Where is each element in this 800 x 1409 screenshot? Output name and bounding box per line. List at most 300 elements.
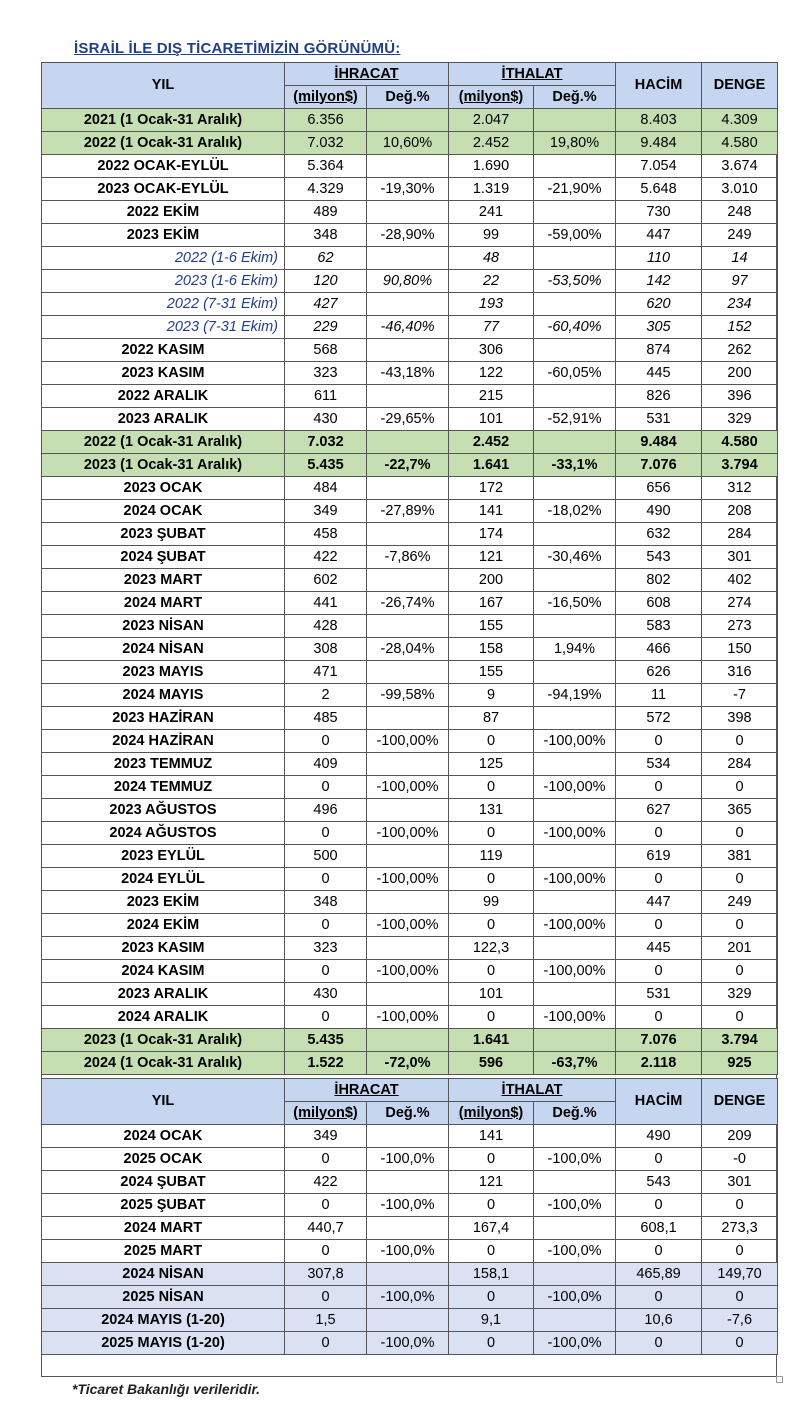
- ithalat-value: 121: [449, 546, 534, 569]
- ithalat-change: -21,90%: [534, 178, 616, 201]
- hacim-value: 0: [616, 1286, 702, 1309]
- ihracat-change: -22,7%: [367, 454, 449, 477]
- ithalat-change: [534, 1171, 616, 1194]
- table-row: [42, 293, 778, 316]
- denge-value: 925: [702, 1052, 778, 1075]
- ithalat-change: -100,0%: [534, 1332, 616, 1355]
- denge-value: 329: [702, 983, 778, 1006]
- ithalat-value: 22: [449, 270, 534, 293]
- ithalat-value: 0: [449, 822, 534, 845]
- ihracat-change: -27,89%: [367, 500, 449, 523]
- ithalat-value: 101: [449, 983, 534, 1006]
- denge-value: 301: [702, 1171, 778, 1194]
- ithalat-value: 2.452: [449, 132, 534, 155]
- hacim-value: 874: [616, 339, 702, 362]
- ihracat-change: [367, 661, 449, 684]
- denge-value: 14: [702, 247, 778, 270]
- ihracat-value: 349: [285, 500, 367, 523]
- ihracat-change: [367, 1217, 449, 1240]
- ihracat-change: -28,90%: [367, 224, 449, 247]
- table-row: [42, 776, 778, 799]
- ihracat-change: [367, 1125, 449, 1148]
- hacim-value: 0: [616, 822, 702, 845]
- ithalat-value: 596: [449, 1052, 534, 1075]
- row-label: 2023 MART: [42, 569, 285, 592]
- ithalat-change: [534, 477, 616, 500]
- ihracat-value: 0: [285, 1194, 367, 1217]
- ithalat-value: 87: [449, 707, 534, 730]
- denge-value: 284: [702, 753, 778, 776]
- ithalat-change: [534, 799, 616, 822]
- ihracat-value: 0: [285, 1148, 367, 1171]
- ihracat-change: -100,00%: [367, 960, 449, 983]
- hacim-value: 0: [616, 868, 702, 891]
- ithalat-value: 0: [449, 1240, 534, 1263]
- header2-yil: YIL: [42, 1079, 285, 1125]
- ihracat-value: 0: [285, 868, 367, 891]
- ihracat-change: [367, 1263, 449, 1286]
- table-row: [42, 684, 778, 707]
- ithalat-value: 99: [449, 891, 534, 914]
- table-row: [42, 845, 778, 868]
- ihracat-change: -29,65%: [367, 408, 449, 431]
- hacim-value: 802: [616, 569, 702, 592]
- hacim-value: 447: [616, 224, 702, 247]
- trade-table-1: [41, 62, 778, 1075]
- denge-value: 0: [702, 914, 778, 937]
- row-label: 2023 HAZİRAN: [42, 707, 285, 730]
- ithalat-change: -100,00%: [534, 960, 616, 983]
- row-label: 2022 EKİM: [42, 201, 285, 224]
- ihracat-value: 440,7: [285, 1217, 367, 1240]
- ithalat-change: [534, 753, 616, 776]
- table-row: [42, 1029, 778, 1052]
- denge-value: 201: [702, 937, 778, 960]
- row-label: 2024 MAYIS: [42, 684, 285, 707]
- hacim-value: 445: [616, 362, 702, 385]
- ithalat-change: [534, 1029, 616, 1052]
- ihracat-change: -100,00%: [367, 730, 449, 753]
- ithalat-value: 77: [449, 316, 534, 339]
- denge-value: 4.580: [702, 132, 778, 155]
- ihracat-value: 485: [285, 707, 367, 730]
- ithalat-value: 1.641: [449, 1029, 534, 1052]
- row-label: 2023 OCAK: [42, 477, 285, 500]
- ihracat-value: 5.435: [285, 1029, 367, 1052]
- denge-value: 3.794: [702, 454, 778, 477]
- ihracat-value: 307,8: [285, 1263, 367, 1286]
- row-label: 2023 EKİM: [42, 224, 285, 247]
- ihracat-value: 1,5: [285, 1309, 367, 1332]
- denge-value: 274: [702, 592, 778, 615]
- ihracat-change: [367, 753, 449, 776]
- denge-value: 152: [702, 316, 778, 339]
- hacim-value: 2.118: [616, 1052, 702, 1075]
- ihracat-change: [367, 431, 449, 454]
- hacim-value: 0: [616, 1194, 702, 1217]
- ihracat-value: 4.329: [285, 178, 367, 201]
- ithalat-value: 0: [449, 1148, 534, 1171]
- ihracat-value: 6.356: [285, 109, 367, 132]
- header-ithalat-deg: Değ.%: [534, 86, 616, 109]
- ithalat-change: -100,00%: [534, 1006, 616, 1029]
- row-label: 2023 (1 Ocak-31 Aralık): [42, 1029, 285, 1052]
- ithalat-value: 174: [449, 523, 534, 546]
- denge-value: 329: [702, 408, 778, 431]
- ithalat-value: 155: [449, 615, 534, 638]
- hacim-value: 656: [616, 477, 702, 500]
- ithalat-change: [534, 339, 616, 362]
- ihracat-change: [367, 845, 449, 868]
- ihracat-value: 602: [285, 569, 367, 592]
- row-label: 2023 KASIM: [42, 937, 285, 960]
- hacim-value: 608,1: [616, 1217, 702, 1240]
- header2-hacim: HACİM: [616, 1079, 702, 1125]
- denge-value: 234: [702, 293, 778, 316]
- ithalat-change: -100,0%: [534, 1240, 616, 1263]
- table-row: [42, 431, 778, 454]
- ithalat-value: 0: [449, 868, 534, 891]
- ihracat-change: -26,74%: [367, 592, 449, 615]
- ithalat-change: -53,50%: [534, 270, 616, 293]
- hacim-value: 583: [616, 615, 702, 638]
- ithalat-change: [534, 845, 616, 868]
- header2-ithalat-deg: Değ.%: [534, 1102, 616, 1125]
- row-label: 2022 OCAK-EYLÜL: [42, 155, 285, 178]
- hacim-value: 0: [616, 1148, 702, 1171]
- ihracat-change: -43,18%: [367, 362, 449, 385]
- denge-value: 398: [702, 707, 778, 730]
- hacim-value: 534: [616, 753, 702, 776]
- ihracat-value: 348: [285, 224, 367, 247]
- denge-value: 200: [702, 362, 778, 385]
- ithalat-value: 0: [449, 730, 534, 753]
- ithalat-value: 1.641: [449, 454, 534, 477]
- hacim-value: 110: [616, 247, 702, 270]
- ithalat-value: 119: [449, 845, 534, 868]
- denge-value: 0: [702, 730, 778, 753]
- ithalat-value: 158,1: [449, 1263, 534, 1286]
- ihracat-value: 0: [285, 776, 367, 799]
- row-label: 2024 NİSAN: [42, 638, 285, 661]
- ihracat-value: 496: [285, 799, 367, 822]
- ithalat-value: 172: [449, 477, 534, 500]
- hacim-value: 0: [616, 730, 702, 753]
- denge-value: 0: [702, 822, 778, 845]
- table-row: [42, 960, 778, 983]
- hacim-value: 0: [616, 1006, 702, 1029]
- hacim-value: 0: [616, 776, 702, 799]
- row-label: 2025 OCAK: [42, 1148, 285, 1171]
- ihracat-change: [367, 937, 449, 960]
- denge-value: 3.674: [702, 155, 778, 178]
- table-row: [42, 109, 778, 132]
- ihracat-value: 0: [285, 730, 367, 753]
- ihracat-value: 2: [285, 684, 367, 707]
- ihracat-value: 484: [285, 477, 367, 500]
- hacim-value: 9.484: [616, 132, 702, 155]
- table-row: [42, 1006, 778, 1029]
- hacim-value: 445: [616, 937, 702, 960]
- row-label: 2023 (7-31 Ekim): [42, 316, 285, 339]
- ihracat-change: -100,0%: [367, 1148, 449, 1171]
- hacim-value: 10,6: [616, 1309, 702, 1332]
- denge-value: 208: [702, 500, 778, 523]
- table-row: [42, 592, 778, 615]
- ithalat-change: 1,94%: [534, 638, 616, 661]
- row-label: 2022 (1-6 Ekim): [42, 247, 285, 270]
- denge-value: 273: [702, 615, 778, 638]
- table-row: [42, 937, 778, 960]
- ihracat-value: 308: [285, 638, 367, 661]
- ithalat-value: 125: [449, 753, 534, 776]
- ihracat-change: -100,00%: [367, 1006, 449, 1029]
- ithalat-value: 0: [449, 776, 534, 799]
- hacim-value: 531: [616, 408, 702, 431]
- ihracat-change: [367, 523, 449, 546]
- ithalat-change: [534, 523, 616, 546]
- ithalat-change: -100,00%: [534, 776, 616, 799]
- ihracat-value: 7.032: [285, 132, 367, 155]
- ihracat-value: 348: [285, 891, 367, 914]
- ithalat-change: [534, 661, 616, 684]
- hacim-value: 730: [616, 201, 702, 224]
- ithalat-value: 141: [449, 500, 534, 523]
- denge-value: 3.010: [702, 178, 778, 201]
- denge-value: 248: [702, 201, 778, 224]
- ihracat-value: 229: [285, 316, 367, 339]
- row-label: 2023 ARALIK: [42, 408, 285, 431]
- table-row: [42, 753, 778, 776]
- denge-value: 0: [702, 960, 778, 983]
- page-title: İSRAİL İLE DIŞ TİCARETİMİZİN GÖRÜNÜMÜ:: [74, 40, 401, 57]
- denge-value: 316: [702, 661, 778, 684]
- ihracat-change: [367, 799, 449, 822]
- ithalat-value: 0: [449, 1006, 534, 1029]
- ithalat-change: [534, 293, 616, 316]
- hacim-value: 608: [616, 592, 702, 615]
- row-label: 2023 ARALIK: [42, 983, 285, 1006]
- ithalat-value: 122,3: [449, 937, 534, 960]
- hacim-value: 447: [616, 891, 702, 914]
- ihracat-change: [367, 339, 449, 362]
- ihracat-value: 430: [285, 408, 367, 431]
- ithalat-change: -18,02%: [534, 500, 616, 523]
- ithalat-change: -100,0%: [534, 1286, 616, 1309]
- ithalat-value: 131: [449, 799, 534, 822]
- ithalat-change: [534, 201, 616, 224]
- row-label: 2024 ARALIK: [42, 1006, 285, 1029]
- row-label: 2023 TEMMUZ: [42, 753, 285, 776]
- hacim-value: 0: [616, 1332, 702, 1355]
- hacim-value: 7.054: [616, 155, 702, 178]
- ithalat-value: 9,1: [449, 1309, 534, 1332]
- ithalat-value: 0: [449, 1194, 534, 1217]
- row-label: 2025 ŞUBAT: [42, 1194, 285, 1217]
- row-label: 2023 AĞUSTOS: [42, 799, 285, 822]
- ithalat-change: -100,0%: [534, 1194, 616, 1217]
- hacim-value: 305: [616, 316, 702, 339]
- ihracat-change: [367, 1171, 449, 1194]
- row-label: 2024 MART: [42, 1217, 285, 1240]
- ithalat-value: 0: [449, 1332, 534, 1355]
- row-label: 2024 MAYIS (1-20): [42, 1309, 285, 1332]
- ihracat-change: -99,58%: [367, 684, 449, 707]
- denge-value: 0: [702, 1286, 778, 1309]
- row-label: 2023 OCAK-EYLÜL: [42, 178, 285, 201]
- ithalat-change: [534, 431, 616, 454]
- table-row: [42, 201, 778, 224]
- ihracat-value: 422: [285, 1171, 367, 1194]
- header-yil: YIL: [42, 63, 285, 109]
- table-row: [42, 385, 778, 408]
- ihracat-change: -100,00%: [367, 868, 449, 891]
- hacim-value: 543: [616, 546, 702, 569]
- header2-denge: DENGE: [702, 1079, 778, 1125]
- ihracat-change: [367, 247, 449, 270]
- hacim-value: 619: [616, 845, 702, 868]
- header2-ithalat: İTHALAT: [449, 1079, 616, 1102]
- table-row: [42, 408, 778, 431]
- trade-table-2: [41, 1078, 778, 1355]
- row-label: 2024 OCAK: [42, 1125, 285, 1148]
- denge-value: 312: [702, 477, 778, 500]
- ihracat-value: 5.364: [285, 155, 367, 178]
- ithalat-value: 99: [449, 224, 534, 247]
- table-1-body: [42, 109, 778, 1075]
- denge-value: 381: [702, 845, 778, 868]
- table-row: [42, 1286, 778, 1309]
- denge-value: 97: [702, 270, 778, 293]
- ihracat-change: -19,30%: [367, 178, 449, 201]
- ithalat-value: 158: [449, 638, 534, 661]
- table-row: [42, 247, 778, 270]
- ihracat-change: 90,80%: [367, 270, 449, 293]
- ihracat-value: 323: [285, 362, 367, 385]
- ithalat-change: [534, 569, 616, 592]
- header-ihracat-milyon: (milyon$): [285, 86, 367, 109]
- ihracat-value: 611: [285, 385, 367, 408]
- table-row: [42, 339, 778, 362]
- ithalat-value: 122: [449, 362, 534, 385]
- row-label: 2022 (7-31 Ekim): [42, 293, 285, 316]
- header2-ihracat-milyon: (milyon$): [285, 1102, 367, 1125]
- ihracat-change: [367, 569, 449, 592]
- ithalat-change: -30,46%: [534, 546, 616, 569]
- ihracat-change: -100,00%: [367, 914, 449, 937]
- hacim-value: 626: [616, 661, 702, 684]
- ihracat-value: 500: [285, 845, 367, 868]
- ihracat-value: 471: [285, 661, 367, 684]
- ithalat-change: 19,80%: [534, 132, 616, 155]
- ihracat-value: 323: [285, 937, 367, 960]
- denge-value: 273,3: [702, 1217, 778, 1240]
- row-label: 2022 (1 Ocak-31 Aralık): [42, 132, 285, 155]
- ihracat-change: -7,86%: [367, 546, 449, 569]
- row-label: 2025 MAYIS (1-20): [42, 1332, 285, 1355]
- row-label: 2024 EYLÜL: [42, 868, 285, 891]
- hacim-value: 572: [616, 707, 702, 730]
- table-row: [42, 569, 778, 592]
- header-ihracat-deg: Değ.%: [367, 86, 449, 109]
- denge-value: 301: [702, 546, 778, 569]
- ithalat-value: 167,4: [449, 1217, 534, 1240]
- row-label: 2023 NİSAN: [42, 615, 285, 638]
- ithalat-value: 193: [449, 293, 534, 316]
- table-row: [42, 1125, 778, 1148]
- resize-handle: [776, 1376, 783, 1383]
- hacim-value: 465,89: [616, 1263, 702, 1286]
- ihracat-value: 0: [285, 1286, 367, 1309]
- denge-value: 0: [702, 776, 778, 799]
- table-row: [42, 868, 778, 891]
- ihracat-value: 120: [285, 270, 367, 293]
- table-row: [42, 983, 778, 1006]
- hacim-value: 543: [616, 1171, 702, 1194]
- ihracat-value: 62: [285, 247, 367, 270]
- hacim-value: 0: [616, 914, 702, 937]
- ihracat-value: 427: [285, 293, 367, 316]
- header-denge: DENGE: [702, 63, 778, 109]
- table-row: [42, 178, 778, 201]
- ithalat-change: [534, 1217, 616, 1240]
- denge-value: 365: [702, 799, 778, 822]
- ithalat-value: 1.319: [449, 178, 534, 201]
- ihracat-value: 0: [285, 1240, 367, 1263]
- hacim-value: 5.648: [616, 178, 702, 201]
- ithalat-value: 141: [449, 1125, 534, 1148]
- hacim-value: 7.076: [616, 1029, 702, 1052]
- ithalat-change: -52,91%: [534, 408, 616, 431]
- ithalat-value: 0: [449, 1286, 534, 1309]
- hacim-value: 0: [616, 1240, 702, 1263]
- ithalat-value: 48: [449, 247, 534, 270]
- row-label: 2023 KASIM: [42, 362, 285, 385]
- ihracat-change: [367, 615, 449, 638]
- denge-value: 150: [702, 638, 778, 661]
- table-2-body: [42, 1125, 778, 1355]
- ithalat-change: -100,00%: [534, 868, 616, 891]
- ithalat-change: -16,50%: [534, 592, 616, 615]
- denge-value: 402: [702, 569, 778, 592]
- table-row: [42, 914, 778, 937]
- row-label: 2024 OCAK: [42, 500, 285, 523]
- denge-value: 0: [702, 1194, 778, 1217]
- denge-value: 0: [702, 868, 778, 891]
- row-label: 2023 EKİM: [42, 891, 285, 914]
- denge-value: 3.794: [702, 1029, 778, 1052]
- row-label: 2024 ŞUBAT: [42, 1171, 285, 1194]
- denge-value: 396: [702, 385, 778, 408]
- ihracat-change: [367, 109, 449, 132]
- ithalat-change: [534, 937, 616, 960]
- ihracat-change: 10,60%: [367, 132, 449, 155]
- ithalat-value: 121: [449, 1171, 534, 1194]
- header2-ithalat-milyon: (milyon$): [449, 1102, 534, 1125]
- ithalat-value: 1.690: [449, 155, 534, 178]
- ihracat-change: -100,0%: [367, 1194, 449, 1217]
- row-label: 2024 KASIM: [42, 960, 285, 983]
- table-row: [42, 454, 778, 477]
- header-hacim: HACİM: [616, 63, 702, 109]
- hacim-value: 826: [616, 385, 702, 408]
- table-row: [42, 615, 778, 638]
- ithalat-change: -60,40%: [534, 316, 616, 339]
- table-row: [42, 523, 778, 546]
- hacim-value: 7.076: [616, 454, 702, 477]
- table-row: [42, 1263, 778, 1286]
- row-label: 2024 HAZİRAN: [42, 730, 285, 753]
